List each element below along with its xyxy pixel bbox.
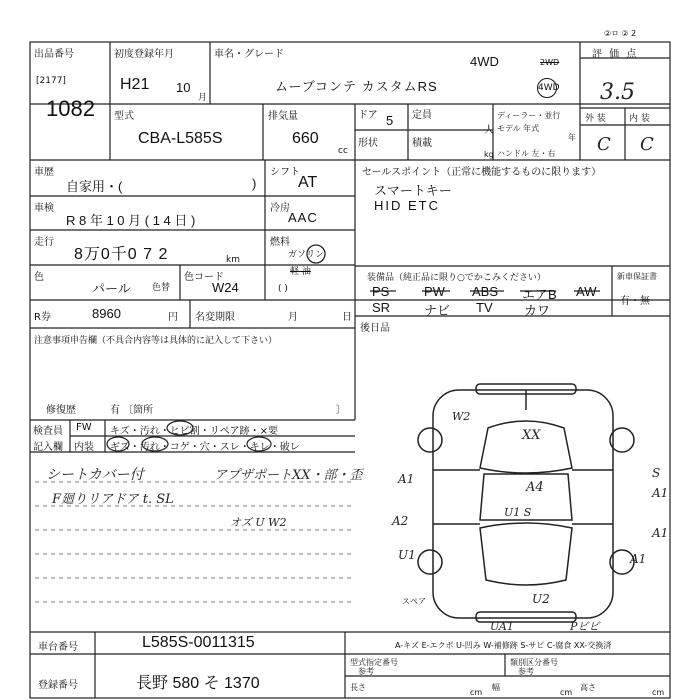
mileage-unit: km [226, 255, 240, 265]
lot-code: [2177] [36, 76, 66, 86]
shift-value: AT [298, 174, 318, 191]
repair-label: 修復歴 [46, 405, 76, 416]
length-label: 長さ [350, 683, 366, 692]
history-label: 車歴 [34, 167, 54, 178]
color-swap-label: 色替 [152, 283, 171, 293]
sales-point-2: HID ETC [374, 198, 440, 213]
first-reg-label: 初度登録年月 [114, 49, 174, 60]
fuel-other: ( ) [278, 284, 288, 294]
mark-w2: W2 [452, 410, 471, 423]
history-close: ) [252, 176, 257, 191]
name-change-label: 名変期限 [195, 312, 235, 323]
sales-point-1: スマートキー [374, 183, 452, 198]
dealer-label: ディーラー・並行 [497, 111, 561, 120]
model-year-label: モデル 年式 [497, 124, 540, 133]
equip-abs: ABS [472, 284, 499, 299]
mark-a2-left: A2 [392, 514, 409, 528]
doors-label: ドア [358, 110, 378, 121]
mark-a1-right-1: A1 [652, 486, 669, 500]
inspection-label: 車検 [34, 203, 54, 214]
drive-type: 4WD [470, 54, 499, 69]
mileage-value: 8万0千0 7 2 [74, 246, 169, 263]
recycle-value: 8960 [92, 306, 121, 321]
first-reg-month-unit: 月 [198, 93, 208, 103]
lot-number: 1082 [46, 96, 95, 121]
equip-airbag: エアB [522, 287, 557, 302]
mark-ua1: UA1 [490, 620, 514, 633]
equip-sr: SR [372, 300, 391, 315]
warranty-value: 有・無 [620, 296, 650, 307]
class-number-ref: 参考 [518, 667, 534, 676]
color-code: W24 [212, 280, 239, 295]
displacement-unit: cc [338, 146, 348, 156]
warranty-label: 新車保証書 [617, 272, 657, 281]
car-diagram [418, 384, 634, 622]
equip-pw: PW [424, 284, 445, 299]
handwritten-note-1: シートカバー付 [46, 467, 144, 483]
inspector-interior: 内装 [74, 442, 94, 453]
mark-spare: スペア [402, 597, 426, 606]
score-label: 評 価 点 [592, 49, 639, 60]
car-name-label: 車名・グレード [214, 49, 284, 60]
inspector-fw: FW [76, 422, 92, 433]
first-reg-year: H21 [120, 76, 150, 93]
mark-roof-xx: XX [522, 428, 541, 443]
inspector-label: 検査員 [33, 426, 63, 437]
first-reg-month: 10 [176, 80, 191, 95]
damage-legend: A-キズ E-エクボ U-凹み W-補修跡 S-サビ C-腐食 XX-交換済 [395, 641, 612, 650]
sales-points-label: セールスポイント（正常に機能するものに限ります） [362, 167, 602, 178]
mark-a1-right-3: A1 [630, 552, 647, 566]
shift-label: シフト [270, 167, 300, 178]
repair-close: 〕 [336, 405, 346, 416]
corner-marks: ②ㅁ ② 2 [604, 29, 637, 38]
name-change-month: 月 [288, 312, 298, 323]
model-value: CBA-L585S [138, 130, 223, 147]
mark-a1-right-2: A1 [652, 526, 669, 540]
fuel-gasoline: ガソリン [288, 250, 325, 260]
chassis-label: 車台番号 [38, 642, 78, 653]
width-label: 幅 [492, 683, 500, 692]
capacity-label: 定員 [412, 110, 432, 121]
notes-label: 注意事項申告欄（不具合内容等は具体的に記入して下さい） [34, 336, 278, 346]
mark-a1-left: A1 [398, 472, 415, 486]
equip-leather: カワ [524, 303, 551, 318]
class-number-label: 類別区分番号 [510, 658, 558, 667]
length-unit: cm [470, 688, 483, 697]
model-year-unit: 年 [568, 133, 576, 142]
capacity-unit: 人 [484, 125, 494, 136]
interior-grade: C [640, 134, 654, 155]
lot-label: 出品番号 [34, 49, 74, 60]
exterior-grade: C [597, 134, 611, 155]
handwritten-note-2: アプザポートXX・部・歪 [214, 468, 363, 483]
recycle-unit: 円 [168, 312, 178, 323]
score-value: 3.5 [600, 80, 635, 105]
mark-pe: Pビビ [570, 620, 600, 633]
name-change-day: 日 [342, 312, 352, 323]
plate-value: 長野 580 そ 1370 [136, 675, 260, 692]
type-designation-ref: 参考 [358, 667, 374, 676]
handwritten-note-4: オズ U W2 [230, 516, 287, 529]
mileage-label: 走行 [34, 237, 54, 248]
inspector-row1: キズ・汚れ・ヒビ割・リペア跡・×要 [110, 426, 278, 437]
color-value: パール [92, 281, 131, 296]
car-name: ムーブコンテ カスタムRS [275, 79, 438, 94]
equip-tv: TV [476, 300, 493, 315]
inspector-fill-label: 記入欄 [33, 442, 63, 453]
type-designation-label: 型式指定番号 [350, 658, 398, 667]
displacement-label: 排気量 [268, 111, 298, 122]
drive-option-4wd: 4WD [537, 78, 557, 98]
aircon-value: AAC [288, 210, 318, 225]
load-unit: kg [484, 150, 494, 159]
plate-label: 登録番号 [38, 680, 78, 691]
aircon-label: 冷房 [270, 203, 290, 214]
color-code-label: 色コード [184, 272, 224, 283]
repair-value: 有 〔箇所 [110, 405, 154, 416]
fuel-diesel: 軽 油 [290, 267, 311, 277]
height-unit: cm [652, 688, 665, 697]
height-label: 高さ [580, 683, 596, 692]
drive-option-2wd: 2WD [540, 58, 560, 67]
exterior-label: 外 装 [585, 114, 606, 124]
chassis-value: L585S-0011315 [142, 634, 255, 651]
load-label: 積載 [412, 138, 432, 149]
handwritten-note-3: F廻りリアドア t. SL [52, 492, 174, 507]
mark-u1-left: U1 [398, 548, 416, 562]
doors-value: 5 [386, 113, 394, 128]
history-value: 自家用・( [66, 179, 123, 194]
model-label: 型式 [114, 111, 134, 122]
mark-s-right: S [652, 466, 661, 480]
mark-u1s: U1 S [504, 506, 532, 519]
shape-label: 形状 [358, 138, 378, 149]
displacement-value: 660 [292, 130, 319, 147]
mark-u2: U2 [532, 592, 550, 606]
color-label: 色 [34, 272, 44, 283]
equip-navi: ナビ [424, 303, 451, 318]
inspection-value: R 8 年 1 0 月 ( 1 4 日 ) [66, 213, 196, 228]
handle-label: ハンドル 左・右 [497, 149, 556, 158]
equip-ps: PS [372, 284, 390, 299]
width-unit: cm [560, 688, 573, 697]
equip-aw: AW [576, 284, 597, 299]
rear-items-label: 後日品 [360, 323, 390, 334]
recycle-label: R券 [34, 312, 51, 323]
interior-label: 内 装 [629, 114, 650, 124]
equipment-label: 装備品（純正品に限り○でかこみください） [367, 273, 546, 283]
inspector-row2: ギズ・汚れ・コゲ・穴・スレ・キレ・破レ [110, 442, 300, 453]
mark-a4: A4 [526, 480, 544, 495]
fuel-label: 燃料 [270, 237, 290, 248]
